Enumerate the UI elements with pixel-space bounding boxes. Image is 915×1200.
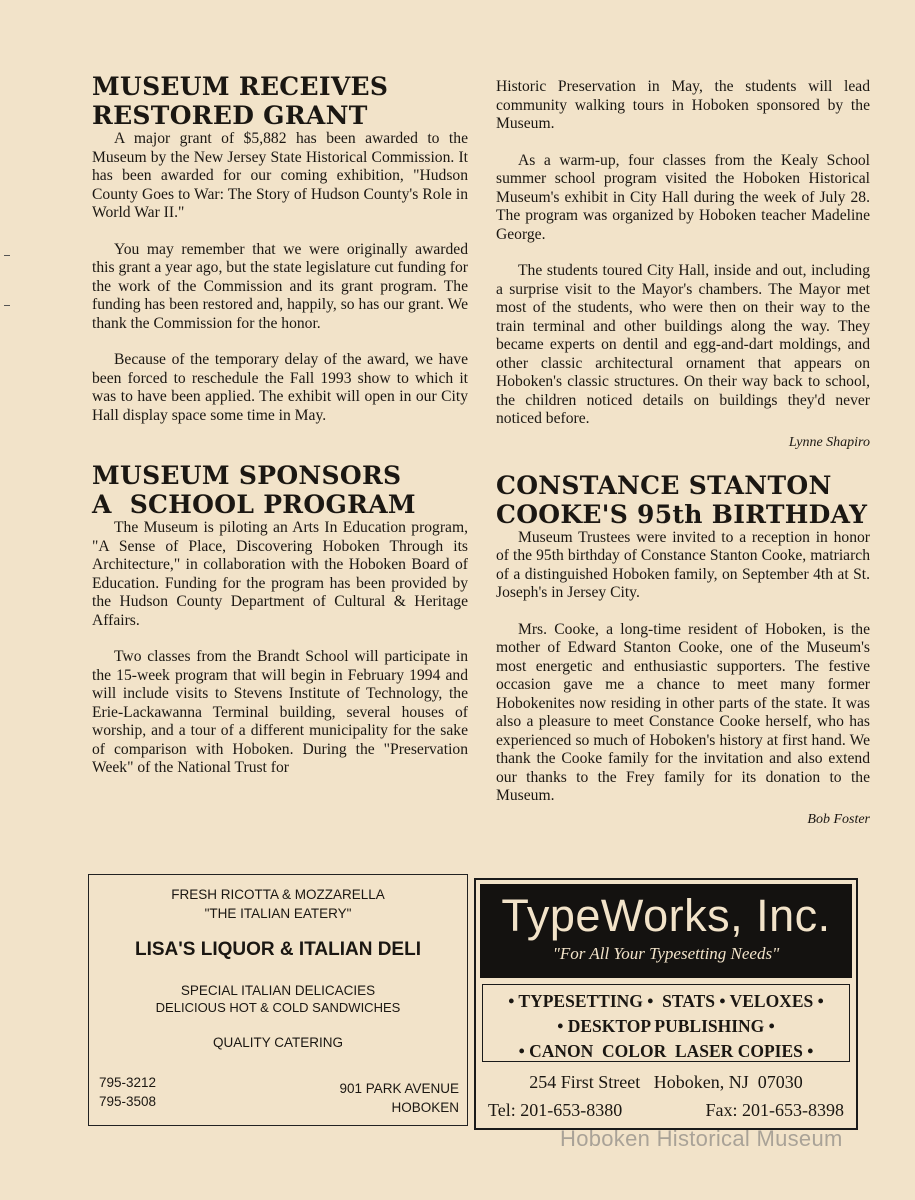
margin-mark — [4, 305, 10, 306]
title-line: MUSEUM SPONSORS — [92, 461, 402, 490]
paragraph: You may remember that we were originally awarded this grant a year ago, but the state legislature cut funding for the work of the Commission and its grant program. The funding has been restored and, happily, so has our grant. We thank the Commission for the honor. — [92, 240, 468, 332]
ad-line: "THE ITALIAN EATERY" — [204, 906, 352, 921]
paragraph: Mrs. Cooke, a long-time resident of Hoboken, is the mother of Edward Stanton Cooke, one of the Museum's most energetic and enthusiastic supporters. The festive occasion gave me a chance to meet many former Hobokenites now residing in other parts of the state. It was also a pleasure to meet Constance Cooke herself, who has experienced so much of Hoboken's history at first hand. We thank the Cooke family for the invitation and also extend our thanks to the Frey family for its donation to the Museum. — [496, 620, 870, 804]
ad-line: SPECIAL ITALIAN DELICACIES — [180, 983, 376, 998]
margin-mark — [4, 255, 10, 256]
phone-number: 795-3212 — [99, 1075, 157, 1090]
article-cooke-birthday — [496, 471, 870, 828]
paragraph: Because of the temporary delay of the award, we have been forced to reschedule the Fall 1993 show to which it was to have been applied. The exhibit will open in our City Hall display space some time in May. — [92, 351, 468, 424]
paragraph: Two classes from the Brandt School will participate in the 15-week program that will begin in February 1994 and will include visits to Stevens Institute of Technology, the Erie-Lackawanna Terminal building, several houses of worship, and a tour of a different municipality for the sake of comparison with Hoboken. During the "Preservation Week" of the National Trust for — [92, 648, 468, 776]
article-title — [496, 471, 870, 529]
paragraph: Historic Preservation in May, the students will lead community walking tours in Hoboken sponsored by the Museum. — [496, 78, 870, 132]
phone-number: 795-3508 — [99, 1094, 157, 1109]
title-line: RESTORED GRANT — [92, 101, 368, 130]
ad-services-box — [482, 984, 850, 1062]
ad-address: 254 First Street Hoboken, NJ 07030 — [529, 1072, 803, 1092]
article-school-program-continued — [496, 78, 870, 451]
article-title — [92, 72, 468, 130]
advertisement-deli — [88, 874, 468, 1126]
right-column — [496, 78, 870, 828]
advertisement-typeworks — [474, 878, 858, 1130]
paragraph: As a warm-up, four classes from the Kealy School summer school program visited the Hoboken Historical Museum's exhibit in City Hall during the week of July 28. The program was organized by Hoboken teacher Madeline George. — [496, 151, 870, 243]
service-line: • CANON COLOR LASER COPIES • — [518, 1041, 814, 1061]
ad-business-name: LISA'S LIQUOR & ITALIAN DELI — [135, 939, 421, 960]
ad-business-name: TypeWorks, Inc. — [501, 890, 831, 941]
ad-fax: Fax: 201-653-8398 — [705, 1100, 844, 1120]
paragraph: The students toured City Hall, inside and out, including a surprise visit to the Mayor's chambers. The Mayor met most of the students, who were then on their way to the train terminal and other buildings along the way. They became experts on dentil and egg-and-dart moldings, and other classic architectural ornament that appears on Hoboken's classic structures. On their way back to school, the children noticed details on buildings they'd never noticed before. — [496, 262, 870, 427]
title-line: COOKE'S 95th BIRTHDAY — [496, 499, 868, 529]
service-line: • TYPESETTING • STATS • VELOXES • — [508, 991, 824, 1011]
article-title — [92, 461, 468, 519]
title-line: MUSEUM RECEIVES — [92, 72, 389, 101]
service-line: • DESKTOP PUBLISHING • — [557, 1016, 775, 1036]
author-signature: Lynne Shapiro — [788, 434, 870, 450]
ad-address — [339, 1079, 459, 1117]
author-signature: Bob Foster — [807, 811, 870, 827]
title-line: CONSTANCE STANTON — [496, 470, 832, 500]
article-school-program — [92, 461, 468, 778]
ad-tagline: "For All Your Typesetting Needs" — [552, 944, 780, 963]
ad-header-band — [480, 884, 852, 978]
ad-telephone: Tel: 201-653-8380 — [488, 1100, 623, 1120]
ad-phones — [99, 1073, 156, 1111]
article-restored-grant — [92, 72, 468, 425]
address-line: HOBOKEN — [391, 1100, 459, 1115]
ad-line: QUALITY CATERING — [212, 1035, 344, 1050]
address-line: 901 PARK AVENUE — [339, 1081, 459, 1096]
watermark: Hoboken Historical Museum — [560, 1126, 843, 1151]
title-line: A SCHOOL PROGRAM — [92, 490, 416, 519]
ad-line: DELICIOUS HOT & COLD SANDWICHES — [155, 1000, 401, 1015]
paragraph: The Museum is piloting an Arts In Education program, "A Sense of Place, Discovering Hoboken Through its Architecture," in collaboration with the Hoboken Board of Education. Funding for the program has been provided by the Hudson County Department of Cultural & Heritage Affairs. — [92, 519, 468, 629]
paragraph: A major grant of $5,882 has been awarded to the Museum by the New Jersey State Historical Commission. It has been awarded for our coming exhibition, "Hudson County Goes to War: The Story of Hudson County's Role in World War II." — [92, 130, 468, 221]
ad-line: FRESH RICOTTA & MOZZARELLA — [171, 887, 385, 902]
paragraph: Museum Trustees were invited to a reception in honor of the 95th birthday of Constance Stanton Cooke, matriarch of a distinguished Hoboken family, on September 4th at St. Joseph's in Jersey City. — [496, 528, 870, 601]
left-column — [92, 72, 468, 778]
